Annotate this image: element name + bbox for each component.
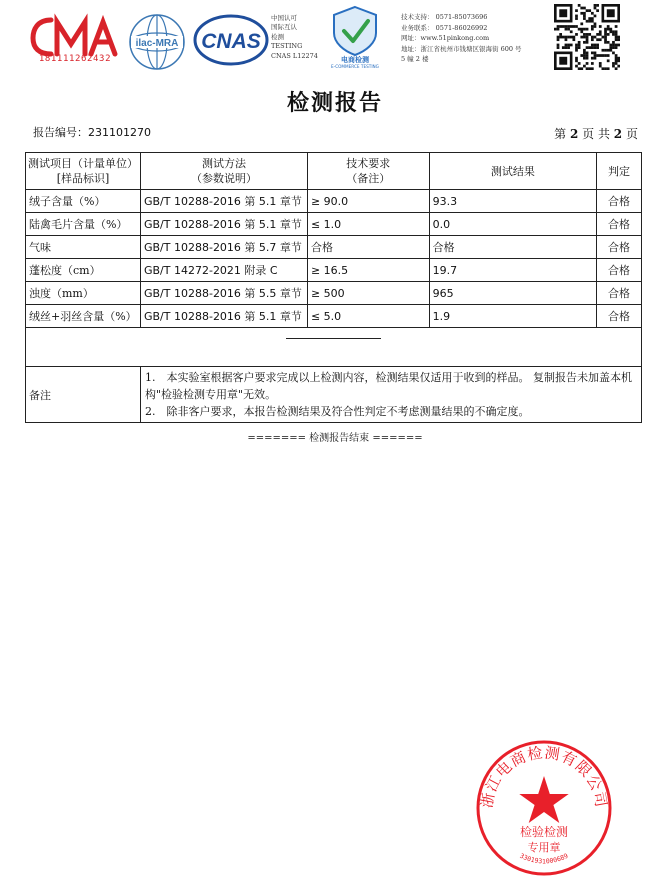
cell-item: 蓬松度（cm） [26, 259, 141, 282]
cell-requirement: ≥ 90.0 [307, 190, 429, 213]
cert-line: 中国认可 [271, 14, 297, 22]
table-row [26, 282, 642, 305]
ilac-mra-logo [127, 12, 187, 72]
cell-judgement: 合格 [597, 259, 642, 282]
cell-method: GB/T 14272-2021 附录 C [140, 259, 307, 282]
table-row [26, 213, 642, 236]
header-judgement: 判定 [597, 153, 642, 190]
cell-requirement: ≥ 500 [307, 282, 429, 305]
contact-info [401, 12, 522, 65]
cell-method: GB/T 10288-2016 第 5.5 章节 [140, 282, 307, 305]
cell-method: GB/T 10288-2016 第 5.7 章节 [140, 236, 307, 259]
cell-result: 1.9 [429, 305, 596, 328]
seal-ring-text: 浙江电商检测有限公司 [477, 743, 611, 810]
remark-item: 1. 本实验室根据客户要求完成以上检测内容，检测结果仅适用于收到的样品。 复制报告未加盖本机构"检验检测专用章"无效。 [144, 371, 632, 401]
empty-cell [26, 328, 642, 367]
ecommerce-testing-logo [320, 3, 390, 69]
contact-line: 业务联系： 0571-86026992 [401, 23, 488, 32]
cell-item: 绒子含量（%） [26, 190, 141, 213]
cell-result: 0.0 [429, 213, 596, 236]
contact-line: 网址：www.51pinkong.com [401, 34, 490, 43]
accreditation-text [271, 14, 318, 61]
cell-requirement: ≥ 16.5 [307, 259, 429, 282]
cell-result: 965 [429, 282, 596, 305]
report-number [33, 124, 151, 140]
remarks-body [140, 367, 641, 423]
contact-line: 5 幢 2 楼 [401, 55, 429, 64]
page-title: 检测报告 [286, 90, 383, 116]
cell-item: 陆禽毛片含量（%） [26, 213, 141, 236]
qr-code-icon [554, 4, 620, 70]
cell-judgement: 合格 [597, 190, 642, 213]
cert-line: 检测 [271, 32, 284, 41]
cell-method: GB/T 10288-2016 第 5.1 章节 [140, 213, 307, 236]
cell-judgement: 合格 [597, 282, 642, 305]
cell-result: 93.3 [429, 190, 596, 213]
official-seal-stamp [474, 738, 614, 878]
cell-method: GB/T 10288-2016 第 5.1 章节 [140, 305, 307, 328]
ecom-en-text: E-COMMERCE TESTING [331, 64, 379, 69]
cma-number: 181111262432 [38, 54, 112, 64]
header-result: 测试结果 [429, 153, 596, 190]
seal-number: 3301931000689 [518, 851, 570, 866]
report-end-marker: ======= 检测报告结束 ====== [247, 433, 423, 444]
page-indicator: 第 2 页 共 2 页 [554, 127, 638, 141]
current-page: 2 [569, 127, 579, 141]
cell-judgement: 合格 [597, 213, 642, 236]
report-number-label: 报告编号： [33, 126, 88, 139]
cnas-logo [193, 14, 269, 66]
header-test-item: 测试项目（计量单位） [样品标识] [26, 153, 141, 190]
seal-center-text: 专用章 [527, 841, 561, 854]
remarks-label: 备注 [26, 367, 141, 423]
empty-row [26, 328, 642, 367]
header-requirement: 技术要求 （备注） [307, 153, 429, 190]
blank-line-divider [286, 338, 381, 339]
cert-line: TESTING [271, 42, 303, 51]
cert-line: 国际互认 [271, 23, 297, 32]
ecom-cn-text: 电商检测 [341, 56, 369, 64]
test-results-table [25, 152, 642, 423]
remarks-row [26, 367, 642, 423]
seal-star-icon [519, 776, 568, 823]
ilac-text: ilac-MRA [135, 38, 179, 49]
cell-item: 绒丝+羽丝含量（%） [26, 305, 141, 328]
cell-item: 浊度（mm） [26, 282, 141, 305]
cell-item: 气味 [26, 236, 141, 259]
cell-requirement: ≤ 5.0 [307, 305, 429, 328]
cnas-text: CNAS [201, 30, 261, 53]
contact-line: 技术支持： 0571-85073696 [401, 13, 488, 21]
header-test-method: 测试方法 （参数说明） [140, 153, 307, 190]
remark-item: 2. 除非客户要求，本报告检测结果及符合性判定不考虑测量结果的不确定度。 [144, 405, 530, 418]
total-pages: 2 [613, 127, 623, 141]
table-row [26, 305, 642, 328]
cell-requirement: ≤ 1.0 [307, 213, 429, 236]
table-header-row [26, 153, 642, 190]
cell-requirement: 合格 [307, 236, 429, 259]
seal-center-text: 检验检测 [519, 825, 569, 839]
cell-method: GB/T 10288-2016 第 5.1 章节 [140, 190, 307, 213]
cell-judgement: 合格 [597, 305, 642, 328]
cell-judgement: 合格 [597, 236, 642, 259]
table-row [26, 259, 642, 282]
table-row [26, 236, 642, 259]
cell-result: 合格 [429, 236, 596, 259]
table-row [26, 190, 642, 213]
cert-line: CNAS L12274 [271, 51, 318, 60]
report-number-value: 231101270 [88, 126, 151, 139]
cell-result: 19.7 [429, 259, 596, 282]
contact-line: 地址：浙江省杭州市钱塘区银海街 600 号 [401, 44, 522, 53]
